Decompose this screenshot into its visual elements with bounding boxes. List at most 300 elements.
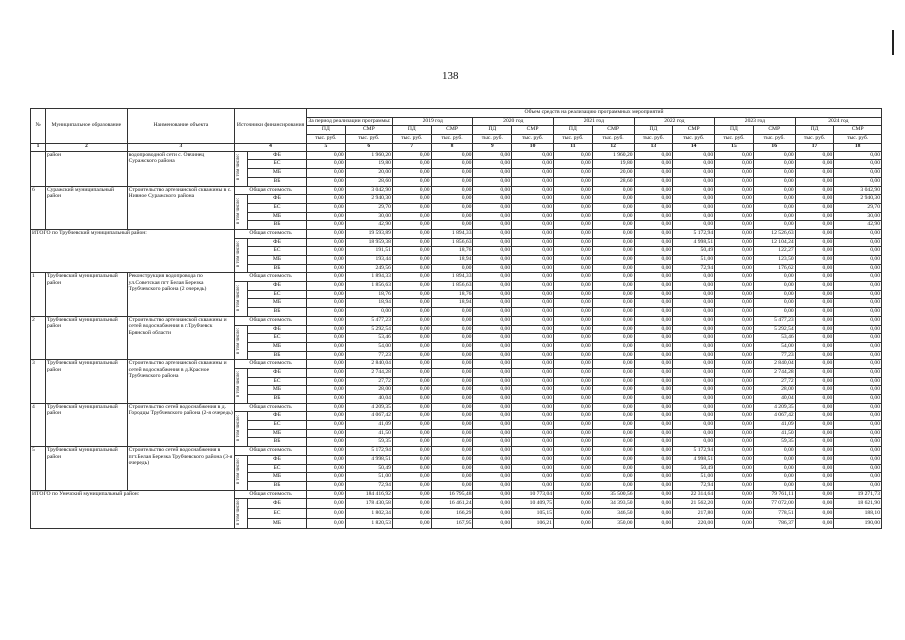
value-cell: 41,50: [753, 429, 795, 438]
value-cell: 10 409,75: [512, 499, 554, 509]
value-cell: 0,00: [592, 447, 634, 456]
source-name: ВБ: [247, 395, 306, 404]
in-that-number-label: [235, 499, 248, 529]
value-cell: 28,60: [345, 177, 392, 186]
value-cell: 0,00: [392, 395, 431, 404]
value-cell: 3 042,90: [834, 186, 882, 195]
value-cell: 0,00: [592, 395, 634, 404]
value-cell: 0,00: [554, 464, 593, 473]
value-cell: 0,00: [795, 360, 834, 369]
value-cell: 0,00: [753, 473, 795, 482]
value-cell: 0,00: [512, 212, 554, 221]
value-cell: 0,00: [473, 481, 512, 490]
value-cell: 0,00: [431, 177, 473, 186]
value-cell: 2 744,28: [753, 368, 795, 377]
value-cell: 0,00: [554, 499, 593, 509]
source-name: БС: [247, 247, 306, 256]
source-total: Общая стоимость: [235, 316, 307, 325]
value-cell: 123,50: [753, 256, 795, 265]
value-cell: 0,00: [307, 351, 346, 360]
value-cell: 0,00: [834, 273, 882, 282]
value-cell: 0,00: [834, 334, 882, 343]
value-cell: 0,00: [512, 377, 554, 386]
column-number: 2: [46, 143, 128, 151]
item-number: 3: [31, 360, 46, 403]
value-cell: 0,00: [512, 412, 554, 421]
value-cell: 0,00: [753, 455, 795, 464]
value-cell: 4 209,35: [753, 403, 795, 412]
value-cell: 0,00: [673, 429, 715, 438]
value-cell: 0,00: [554, 160, 593, 169]
value-cell: 1 960,20: [592, 151, 634, 160]
value-cell: 0,00: [512, 290, 554, 299]
value-cell: 0,00: [715, 403, 754, 412]
value-cell: 0,00: [673, 377, 715, 386]
value-cell: 0,00: [431, 455, 473, 464]
value-cell: 0,00: [512, 308, 554, 317]
value-cell: 0,00: [473, 403, 512, 412]
value-cell: 0,00: [307, 186, 346, 195]
value-cell: 0,00: [592, 481, 634, 490]
header-unit: тыс. руб.: [554, 135, 593, 144]
value-cell: 0,00: [554, 473, 593, 482]
value-cell: 167,95: [431, 519, 473, 529]
table-row: [31, 360, 882, 369]
value-cell: 0,00: [634, 481, 673, 490]
value-cell: 28,60: [592, 177, 634, 186]
value-cell: 0,00: [554, 519, 593, 529]
value-cell: 0,00: [392, 325, 431, 334]
value-cell: 0,00: [795, 195, 834, 204]
value-cell: 0,00: [307, 438, 346, 447]
value-cell: 0,00: [715, 342, 754, 351]
value-cell: 0,00: [592, 195, 634, 204]
municipality-name: Трубчевский муниципальный район: [46, 447, 128, 490]
value-cell: 1 894,33: [345, 273, 392, 282]
value-cell: 0,00: [673, 421, 715, 430]
value-cell: 1 820,53: [345, 519, 392, 529]
value-cell: 0,00: [473, 429, 512, 438]
value-cell: 0,00: [592, 273, 634, 282]
value-cell: 0,00: [715, 438, 754, 447]
value-cell: 0,00: [673, 151, 715, 160]
value-cell: 105,15: [512, 509, 554, 519]
value-cell: 0,00: [473, 195, 512, 204]
value-cell: 30,00: [834, 212, 882, 221]
value-cell: 0,00: [554, 229, 593, 238]
value-cell: 0,00: [753, 290, 795, 299]
value-cell: 0,00: [715, 464, 754, 473]
value-cell: 0,00: [715, 308, 754, 317]
value-cell: 5 477,23: [345, 316, 392, 325]
value-cell: 0,00: [307, 290, 346, 299]
value-cell: 4 209,35: [345, 403, 392, 412]
value-cell: 0,00: [473, 519, 512, 529]
value-cell: 1 894,33: [431, 229, 473, 238]
value-cell: 0,00: [795, 160, 834, 169]
value-cell: 12 104,24: [753, 238, 795, 247]
value-cell: 0,00: [554, 325, 593, 334]
value-cell: 18,94: [431, 256, 473, 265]
value-cell: 0,00: [715, 203, 754, 212]
value-cell: 0,00: [634, 256, 673, 265]
value-cell: 0,00: [431, 264, 473, 273]
value-cell: 0,00: [753, 186, 795, 195]
value-cell: 0,00: [431, 386, 473, 395]
value-cell: 0,00: [512, 342, 554, 351]
value-cell: 0,00: [392, 490, 431, 499]
value-cell: 0,00: [673, 368, 715, 377]
value-cell: 0,00: [592, 464, 634, 473]
header-no: №: [31, 109, 46, 144]
value-cell: 0,00: [634, 325, 673, 334]
value-cell: 0,00: [554, 195, 593, 204]
value-cell: 0,00: [554, 490, 593, 499]
value-cell: 0,00: [834, 464, 882, 473]
value-cell: 0,00: [673, 169, 715, 178]
value-cell: 0,00: [554, 360, 593, 369]
value-cell: 0,00: [753, 160, 795, 169]
value-cell: 0,00: [512, 247, 554, 256]
value-cell: 217,80: [673, 509, 715, 519]
value-cell: 0,00: [634, 360, 673, 369]
value-cell: 0,00: [307, 473, 346, 482]
in-that-number-label: [235, 368, 248, 403]
value-cell: 0,00: [834, 308, 882, 317]
value-cell: 0,00: [592, 212, 634, 221]
value-cell: 0,00: [392, 308, 431, 317]
value-cell: 0,00: [473, 412, 512, 421]
value-cell: 0,00: [473, 395, 512, 404]
value-cell: 0,00: [592, 360, 634, 369]
value-cell: 0,00: [512, 256, 554, 265]
value-cell: 0,00: [392, 177, 431, 186]
value-cell: 2 744,28: [345, 368, 392, 377]
value-cell: 0,00: [592, 186, 634, 195]
value-cell: 0,00: [715, 264, 754, 273]
in-that-number-label: [235, 455, 248, 490]
value-cell: 0,00: [795, 438, 834, 447]
municipality-name: Трубчевский муниципальный район: [46, 273, 128, 316]
value-cell: 0,00: [834, 360, 882, 369]
in-that-number-label: [235, 325, 248, 360]
value-cell: 0,00: [795, 308, 834, 317]
value-cell: 0,00: [307, 203, 346, 212]
value-cell: 0,00: [834, 290, 882, 299]
value-cell: 5 172,94: [673, 229, 715, 238]
value-cell: 122,27: [753, 247, 795, 256]
value-cell: 0,00: [795, 273, 834, 282]
header-unit: тыс. руб.: [307, 135, 346, 144]
source-name: ВБ: [247, 264, 306, 273]
value-cell: 0,00: [392, 195, 431, 204]
value-cell: 0,00: [592, 403, 634, 412]
value-cell: 0,00: [307, 342, 346, 351]
value-cell: 0,00: [634, 473, 673, 482]
value-cell: 0,00: [392, 282, 431, 291]
value-cell: 0,00: [473, 368, 512, 377]
value-cell: 0,00: [473, 377, 512, 386]
column-number: 3: [127, 143, 234, 151]
header-unit: тыс. руб.: [634, 135, 673, 144]
source-name: ФБ: [247, 282, 306, 291]
value-cell: 0,00: [753, 464, 795, 473]
value-cell: 0,00: [345, 308, 392, 317]
value-cell: 0,00: [634, 247, 673, 256]
header-year: 2024 год: [795, 117, 881, 126]
value-cell: 0,00: [431, 195, 473, 204]
value-cell: 4 998,51: [673, 238, 715, 247]
value-cell: 0,00: [431, 429, 473, 438]
value-cell: 0,00: [673, 221, 715, 230]
value-cell: 1 802,34: [345, 509, 392, 519]
value-cell: 18 959,38: [345, 238, 392, 247]
value-cell: 0,00: [392, 334, 431, 343]
source-name: БС: [247, 464, 306, 473]
column-number: 6: [345, 143, 392, 151]
object-name: Строительство сетей водоснабжения в д. Городцы Трубчевского района (2-я очередь): [127, 403, 234, 446]
value-cell: 0,00: [473, 490, 512, 499]
value-cell: 0,00: [753, 299, 795, 308]
value-cell: 0,00: [715, 490, 754, 499]
source-name: ВБ: [247, 308, 306, 317]
value-cell: 0,00: [307, 177, 346, 186]
value-cell: 0,00: [473, 455, 512, 464]
in-that-number-label: [235, 195, 248, 230]
value-cell: 0,00: [431, 325, 473, 334]
value-cell: 166,29: [431, 509, 473, 519]
value-cell: 0,00: [307, 334, 346, 343]
column-number: 11: [554, 143, 593, 151]
value-cell: 0,00: [634, 308, 673, 317]
value-cell: 0,00: [431, 481, 473, 490]
value-cell: 0,00: [795, 395, 834, 404]
value-cell: 0,00: [473, 169, 512, 178]
value-cell: 51,00: [673, 256, 715, 265]
value-cell: 0,00: [512, 447, 554, 456]
value-cell: 0,00: [715, 316, 754, 325]
in-that-number-label: [235, 238, 248, 273]
value-cell: 0,00: [715, 282, 754, 291]
item-number: 6: [31, 186, 46, 229]
value-cell: 27,72: [345, 377, 392, 386]
value-cell: 0,00: [554, 429, 593, 438]
column-number: 14: [673, 143, 715, 151]
value-cell: 0,00: [795, 151, 834, 160]
value-cell: 53,46: [345, 334, 392, 343]
value-cell: 0,00: [431, 308, 473, 317]
header-program-period: За период реализации программы:: [307, 117, 393, 126]
value-cell: 0,00: [512, 368, 554, 377]
budget-table-container: [30, 108, 882, 529]
value-cell: 4 067,42: [345, 412, 392, 421]
source-total: Общая стоимость: [235, 186, 307, 195]
total-label: ИТОГО по Трубчевский муниципальный район:: [31, 229, 235, 272]
value-cell: 0,00: [795, 447, 834, 456]
column-number: 5: [307, 143, 346, 151]
value-cell: 0,00: [473, 342, 512, 351]
item-number: 1: [31, 273, 46, 316]
value-cell: 0,00: [634, 499, 673, 509]
value-cell: 0,00: [795, 247, 834, 256]
value-cell: 0,00: [673, 273, 715, 282]
value-cell: 4 998,51: [673, 455, 715, 464]
value-cell: 0,00: [795, 342, 834, 351]
value-cell: 0,00: [307, 377, 346, 386]
value-cell: 0,00: [512, 325, 554, 334]
value-cell: 0,00: [634, 490, 673, 499]
value-cell: 0,00: [307, 429, 346, 438]
value-cell: 0,00: [392, 499, 431, 509]
value-cell: 0,00: [554, 395, 593, 404]
value-cell: 0,00: [795, 203, 834, 212]
in-that-number-text: в том числе:: [236, 328, 242, 355]
value-cell: 0,00: [592, 473, 634, 482]
value-cell: 0,00: [795, 386, 834, 395]
value-cell: 0,00: [473, 316, 512, 325]
value-cell: 5 477,23: [753, 316, 795, 325]
value-cell: 0,00: [392, 316, 431, 325]
value-cell: 0,00: [554, 421, 593, 430]
source-name: БС: [247, 160, 306, 169]
value-cell: 0,00: [715, 221, 754, 230]
value-cell: 18,76: [345, 290, 392, 299]
value-cell: 0,00: [473, 151, 512, 160]
header-smr: СМР: [592, 126, 634, 135]
value-cell: 0,00: [392, 429, 431, 438]
value-cell: 0,00: [795, 177, 834, 186]
value-cell: 0,00: [431, 160, 473, 169]
value-cell: 0,00: [554, 334, 593, 343]
value-cell: 0,00: [715, 195, 754, 204]
value-cell: 77,23: [753, 351, 795, 360]
value-cell: 0,00: [554, 386, 593, 395]
value-cell: 59,35: [753, 438, 795, 447]
value-cell: 0,00: [512, 264, 554, 273]
value-cell: 0,00: [673, 325, 715, 334]
value-cell: 1 894,33: [431, 273, 473, 282]
source-name: ФБ: [247, 151, 306, 160]
value-cell: 0,00: [431, 395, 473, 404]
value-cell: 0,00: [795, 368, 834, 377]
value-cell: 0,00: [592, 264, 634, 273]
value-cell: 0,00: [673, 395, 715, 404]
value-cell: 0,00: [431, 212, 473, 221]
value-cell: 0,00: [392, 203, 431, 212]
value-cell: 0,00: [554, 438, 593, 447]
value-cell: 0,00: [715, 273, 754, 282]
value-cell: 786,37: [753, 519, 795, 529]
value-cell: 0,00: [834, 351, 882, 360]
column-number: 12: [592, 143, 634, 151]
source-name: ФБ: [247, 238, 306, 247]
value-cell: 0,00: [307, 360, 346, 369]
in-that-number-text: в том числе:: [236, 371, 242, 398]
value-cell: 0,00: [512, 351, 554, 360]
value-cell: 0,00: [795, 429, 834, 438]
value-cell: 0,00: [307, 490, 346, 499]
value-cell: 0,00: [307, 308, 346, 317]
value-cell: 350,00: [592, 519, 634, 529]
value-cell: 0,00: [715, 473, 754, 482]
value-cell: 0,00: [431, 151, 473, 160]
value-cell: 0,00: [512, 299, 554, 308]
value-cell: 0,00: [431, 351, 473, 360]
value-cell: 19 271,73: [834, 490, 882, 499]
value-cell: 0,00: [512, 221, 554, 230]
value-cell: 0,00: [512, 360, 554, 369]
value-cell: 0,00: [392, 229, 431, 238]
value-cell: 0,00: [307, 238, 346, 247]
value-cell: 0,00: [431, 221, 473, 230]
municipality-name: Трубчевский муниципальный район: [46, 360, 128, 403]
value-cell: 2 940,30: [345, 195, 392, 204]
value-cell: 0,00: [473, 386, 512, 395]
value-cell: 0,00: [392, 212, 431, 221]
value-cell: 0,00: [673, 412, 715, 421]
value-cell: 0,00: [554, 273, 593, 282]
value-cell: 0,00: [392, 464, 431, 473]
value-cell: 0,00: [392, 186, 431, 195]
value-cell: 0,00: [554, 455, 593, 464]
value-cell: 0,00: [307, 169, 346, 178]
page-number: 138: [442, 70, 459, 82]
value-cell: 0,00: [307, 412, 346, 421]
value-cell: 0,00: [554, 247, 593, 256]
value-cell: 0,00: [592, 299, 634, 308]
value-cell: 0,00: [512, 186, 554, 195]
value-cell: 0,00: [795, 221, 834, 230]
value-cell: 0,00: [392, 247, 431, 256]
value-cell: 0,00: [473, 264, 512, 273]
value-cell: 0,00: [473, 360, 512, 369]
value-cell: 12 526,63: [753, 229, 795, 238]
value-cell: 0,00: [753, 203, 795, 212]
in-that-number-label: [235, 282, 248, 317]
value-cell: 0,00: [715, 186, 754, 195]
value-cell: 18,94: [345, 299, 392, 308]
value-cell: 0,00: [392, 519, 431, 529]
value-cell: 0,00: [634, 386, 673, 395]
value-cell: 0,00: [795, 473, 834, 482]
table-row: [31, 447, 882, 456]
value-cell: 22 314,64: [673, 490, 715, 499]
column-number: 15: [715, 143, 754, 151]
value-cell: 0,00: [795, 264, 834, 273]
value-cell: 0,00: [431, 316, 473, 325]
value-cell: 0,00: [715, 395, 754, 404]
value-cell: 0,00: [473, 229, 512, 238]
value-cell: 0,00: [673, 203, 715, 212]
value-cell: 0,00: [715, 169, 754, 178]
value-cell: 0,00: [307, 464, 346, 473]
value-cell: 0,00: [673, 342, 715, 351]
value-cell: 0,00: [795, 481, 834, 490]
value-cell: 0,00: [834, 256, 882, 265]
value-cell: 77,23: [345, 351, 392, 360]
value-cell: 0,00: [512, 282, 554, 291]
value-cell: 0,00: [634, 429, 673, 438]
column-number: 18: [834, 143, 882, 151]
value-cell: 0,00: [431, 403, 473, 412]
value-cell: 1 856,63: [431, 282, 473, 291]
value-cell: 3 042,90: [345, 186, 392, 195]
value-cell: 0,00: [592, 412, 634, 421]
source-name: ВБ: [247, 177, 306, 186]
value-cell: 0,00: [795, 334, 834, 343]
value-cell: 0,00: [392, 299, 431, 308]
value-cell: 0,00: [715, 421, 754, 430]
